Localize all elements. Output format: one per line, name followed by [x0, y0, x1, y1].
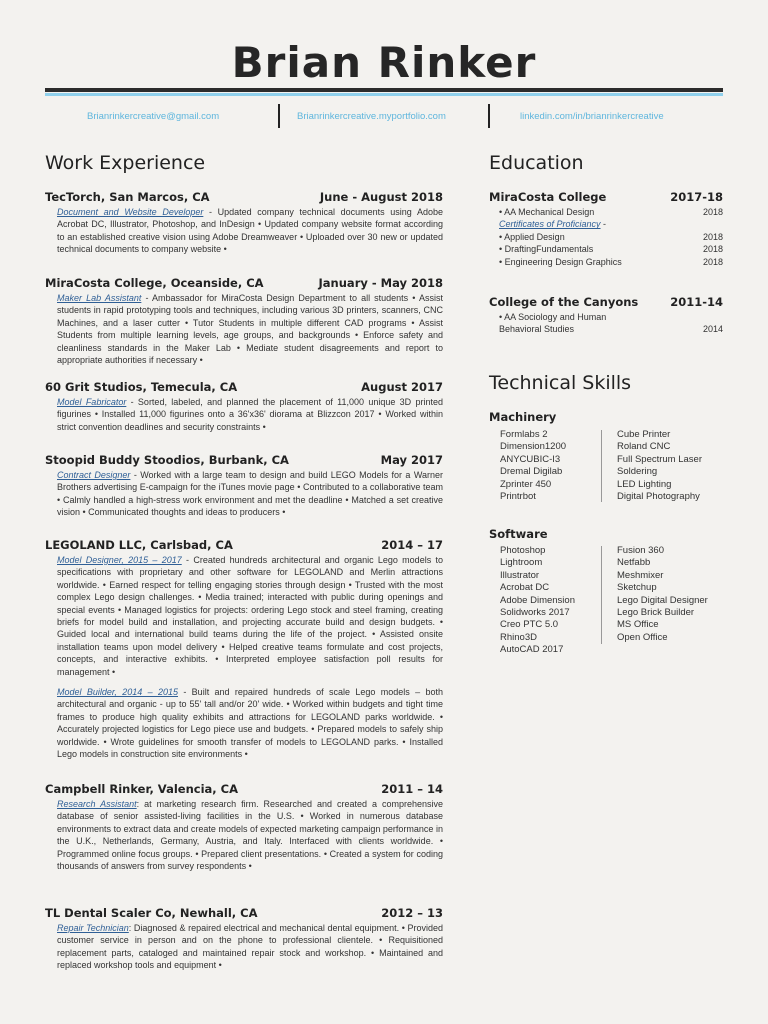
- header-rule: [45, 88, 723, 92]
- machinery-list-right: [617, 429, 702, 503]
- degree-year: 2018: [702, 256, 723, 267]
- job-date: June - August 2018: [319, 190, 443, 204]
- linkedin-link[interactable]: linkedin.com/in/brianrinkercreative: [520, 111, 664, 122]
- job-role: Model Builder, 2014 – 2015: [57, 687, 178, 698]
- degree: • AA Mechanical Design: [499, 207, 595, 217]
- job-company: TecTorch, San Marcos, CA: [45, 190, 210, 204]
- skill-item: Dremal Digilab: [500, 466, 563, 478]
- skill-item: Meshmixer: [617, 569, 664, 581]
- software-list-left: [500, 545, 575, 657]
- education-entry: [489, 190, 723, 268]
- job-description: - Worked with a large team to design and build LEGO Models for a Warner Brothers advertising E-campaign for the iTunes movie page • Contributed to a collaborative team • Calmly handled a high-stress work environment and met the deadline • Matched a set creative vision • Communicated thoughts and ideas to producers •: [57, 470, 443, 518]
- skill-item: LED Lighting: [617, 478, 672, 490]
- skill-item: Creo PTC 5.0: [500, 619, 559, 631]
- job-company: Campbell Rinker, Valencia, CA: [45, 782, 239, 796]
- skill-item: Cube Printer: [617, 429, 671, 440]
- skill-item: ANYCUBIC-I3: [500, 453, 561, 465]
- skill-item: Rhino3D: [500, 631, 537, 643]
- email-link[interactable]: Brianrinkercreative@gmail.com: [87, 111, 220, 122]
- education-entry: [489, 295, 723, 336]
- skill-item: AutoCAD 2017: [500, 644, 564, 656]
- degree-year: 2014: [702, 324, 723, 335]
- machinery-list-left: [500, 429, 566, 503]
- contact-divider: [488, 104, 490, 128]
- job-description: - Created hundreds architectural and organic Lego models to specifications with proprietary and other software for LEGOLAND and Merlin attractions worldwide. • Earned respect for telling engaging stories through design • Trusted with the most complex Lego design challenges. • Media trained; interacted with public during openings and special events • Managed logistics for projects: ordering Lego stock and steel framing, creating briefs for model build and installation, and projecting accurate build and design budgets. • Guided local and international build teams during the life of the project. • Assisted onsite installation teams upon model delivery • Helped creative teams formulate and cost projects, concepts, and interactive exhibits. • Interpreted employee satisfaction poll results for management •: [57, 555, 443, 677]
- skill-item: Formlabs 2: [500, 429, 548, 440]
- skill-item: Digital Photography: [617, 491, 700, 503]
- skill-item: Fusion 360: [617, 545, 665, 556]
- job-description: - Ambassador for MiraCosta Design Department to all students • Assist students in rapid prototyping tools and techniques, including various 3D printers, scanners, CNC Machines, and a laser cutter • Tutor Students in multiple different CAD programs • Assist Students from multiple learning levels, age groups, and backgrounds • Enforce safety and cleanliness standards in the Maker Lab • Mediate student disagreements and report to appropriate authorities if necessary •: [57, 293, 443, 366]
- skill-item: Open Office: [617, 631, 668, 643]
- job-company: 60 Grit Studios, Temecula, CA: [45, 380, 238, 394]
- skill-item: Solidworks 2017: [500, 607, 570, 619]
- job-role: Research Assistant: [57, 799, 137, 809]
- software-list-right: [617, 545, 708, 644]
- job-date: 2012 – 13: [381, 906, 443, 920]
- school-name: College of the Canyons: [489, 295, 639, 309]
- machinery-heading: Machinery: [489, 410, 557, 424]
- skill-item: Dimension1200: [500, 441, 567, 453]
- job-date: 2014 – 17: [381, 538, 443, 552]
- job-role: Maker Lab Assistant: [57, 293, 142, 303]
- degree: • Applied Design: [499, 231, 565, 242]
- skill-item: Printrbot: [500, 491, 536, 503]
- job-date: May 2017: [380, 453, 443, 467]
- degree-year: 2018: [702, 231, 723, 242]
- job-description: - Built and repaired hundreds of scale Lego models – both architectural and organic - up to 55' tall and/or 20' wide. • Worked within budgets and tight time frames to produce high quality exhibits and attractions for LEGOLAND parks worldwide. • Accurately projected logistics for Lego piece use and budgets. • Prepared models to safely ship worldwide. • Wrote guidelines for smooth transfer of models to LEGOLAND parks. • Installed Lego models in construction site environments •: [57, 687, 443, 760]
- resume-name: Brian Rinker: [231, 38, 537, 87]
- software-heading: Software: [489, 527, 548, 541]
- school-years: 2011-14: [670, 295, 723, 309]
- school-name: MiraCosta College: [489, 190, 607, 204]
- skill-item: Zprinter 450: [500, 478, 552, 490]
- skill-item: Lightroom: [500, 557, 543, 569]
- job-entry: [45, 538, 443, 761]
- skill-item: Acrobat DC: [500, 582, 550, 594]
- portfolio-link[interactable]: Brianrinkercreative.myportfolio.com: [297, 111, 446, 122]
- skill-item: Photoshop: [500, 545, 546, 556]
- degree: • Engineering Design Graphics: [499, 256, 622, 267]
- skill-item: Illustrator: [500, 569, 540, 581]
- job-description: - Sorted, labeled, and planned the placement of 11,000 unique 3D printed figurines • Installed 11,000 figurines onto a 36'x36' diorama at Blizzcon 2017 • Worked within strict convention deadlines and security constraints •: [57, 397, 443, 432]
- job-role: Document and Website Developer: [57, 207, 204, 217]
- job-description: : Diagnosed & repaired electrical and mechanical dental equipment. • Provided customer service in person and on the phone to professional clientele. • Requisitioned replacement parts, cataloged and maintained repair stock and workshop. • Maintained and replaced workshop tools and equipment •: [57, 923, 443, 971]
- education-heading: Education: [489, 152, 584, 174]
- skill-item: Full Spectrum Laser: [617, 453, 703, 465]
- work-experience-heading: Work Experience: [45, 152, 206, 174]
- skill-item: Lego Digital Designer: [617, 594, 708, 606]
- job-role: Model Designer, 2015 – 2017: [57, 555, 182, 565]
- skill-item: Lego Brick Builder: [617, 607, 695, 619]
- job-entry: [45, 380, 443, 433]
- job-entry: [45, 782, 443, 872]
- job-entry: [45, 190, 443, 256]
- job-role: Repair Technician: [57, 923, 129, 933]
- skills-column-divider: [601, 546, 602, 644]
- job-description: - Updated company technical documents using Adobe Acrobat DC, Illustrator, Photoshop, and InDesign • Updated company website format according to an established creative vision using Adobe Dreamweaver • Uploaded over 30 new or updated technical documents to company website •: [57, 207, 443, 255]
- skill-item: Soldering: [617, 466, 658, 478]
- technical-skills-heading: Technical Skills: [489, 372, 632, 394]
- job-entry: [45, 453, 443, 519]
- job-company: Stoopid Buddy Stoodios, Burbank, CA: [45, 453, 289, 467]
- skill-item: Roland CNC: [617, 441, 671, 453]
- skill-item: Sketchup: [617, 582, 657, 594]
- skill-item: Netfabb: [617, 557, 651, 569]
- job-date: January - May 2018: [318, 276, 443, 290]
- job-date: August 2017: [361, 380, 443, 394]
- degree: • AA Sociology and Human: [499, 312, 607, 322]
- header-accent-rule: [45, 93, 723, 96]
- job-description: : at marketing research firm. Researched and created a comprehensive database of senior assisted-living facilities in the U.S. • Worked in numerous database environments to extract data and create models of expected marketing campaign performance in the U.K., Netherlands, Germany, Austria, and Italy. Interfaced with clients worldwide. • Programmed online focus groups. • Prepared client presentations. • Created a system for coding thousands of answers from survey respondents •: [57, 799, 443, 872]
- job-role: Contract Designer: [57, 470, 131, 480]
- contact-divider: [278, 104, 280, 128]
- job-role: Model Fabricator: [57, 397, 127, 407]
- degree: Behavioral Studies: [499, 324, 575, 335]
- job-date: 2011 – 14: [381, 782, 443, 796]
- certificates-label: Certificates of Proficiancy: [499, 219, 601, 230]
- job-company: TL Dental Scaler Co, Newhall, CA: [45, 906, 258, 920]
- school-years: 2017-18: [670, 190, 723, 204]
- skill-item: Adobe Dimension: [500, 594, 575, 606]
- skills-column-divider: [601, 430, 602, 502]
- job-entry: [45, 276, 443, 366]
- certificates-suffix: -: [600, 219, 607, 230]
- degree-year: 2018: [702, 207, 723, 217]
- job-entry: [45, 906, 443, 972]
- job-company: MiraCosta College, Oceanside, CA: [45, 276, 264, 290]
- skill-item: MS Office: [617, 619, 659, 631]
- job-company: LEGOLAND LLC, Carlsbad, CA: [45, 538, 233, 552]
- degree: • DraftingFundamentals: [499, 244, 594, 255]
- degree-year: 2018: [702, 244, 723, 255]
